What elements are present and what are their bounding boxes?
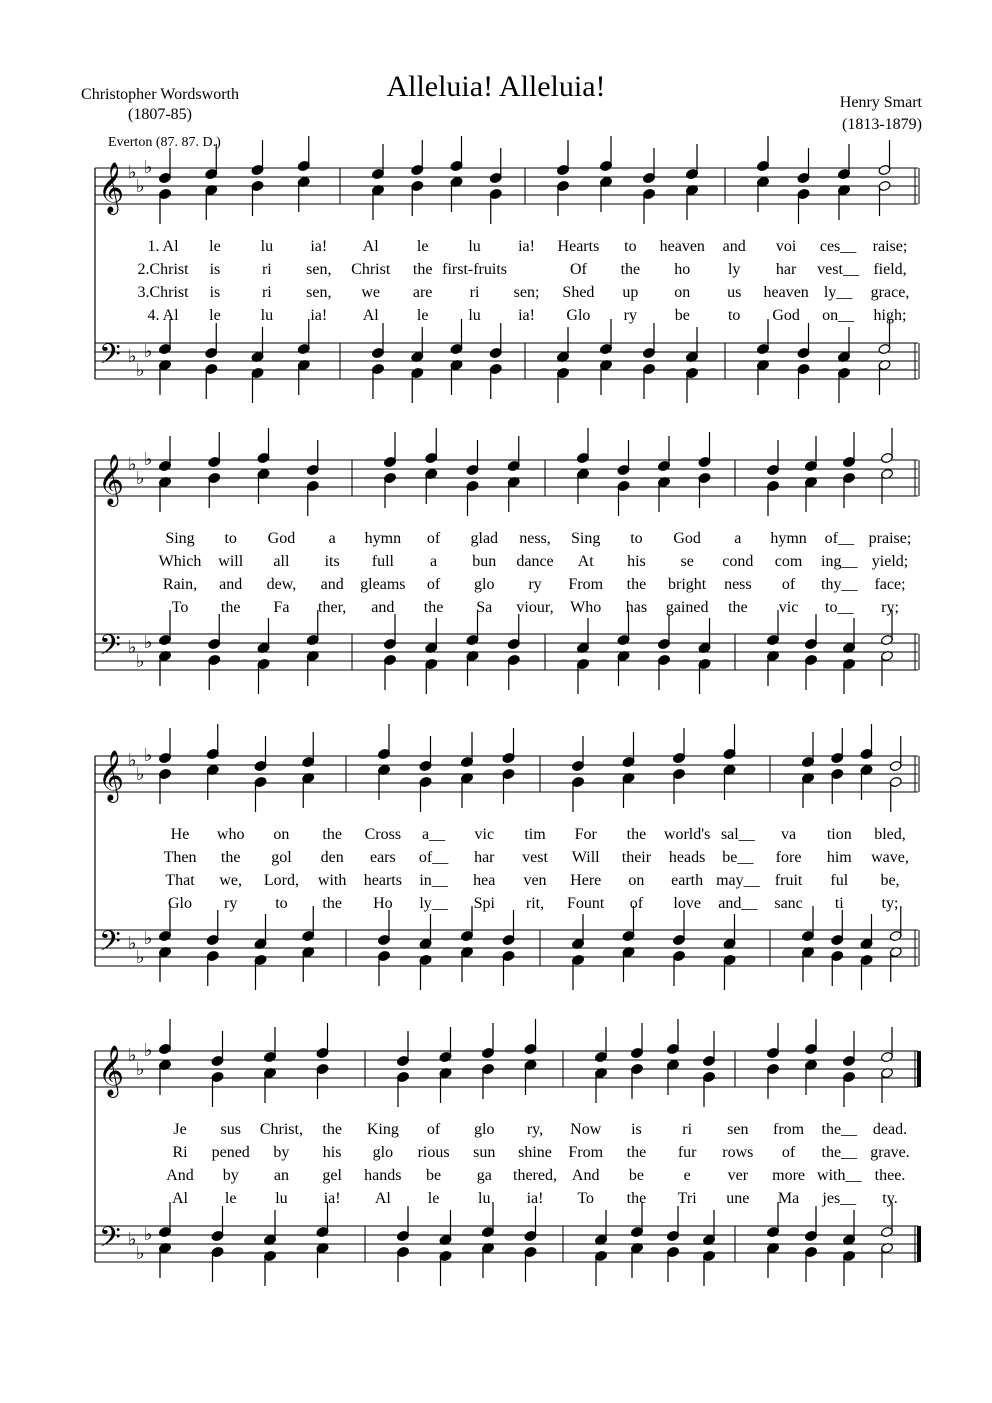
lyric-syllable: glo	[474, 1121, 495, 1138]
lyric-syllable: the	[322, 1121, 342, 1138]
lyric-syllable: ing__	[821, 553, 858, 570]
lyric-syllable: be,	[880, 872, 900, 889]
lyric-syllable: le	[209, 307, 221, 324]
lyric-syllable: first-fruits	[442, 261, 507, 278]
lyric-syllable: Tri	[677, 1190, 697, 1207]
flat-icon: ♭	[136, 1059, 145, 1080]
lyric-syllable: heaven	[659, 238, 705, 255]
lyric-syllable: the	[322, 826, 342, 843]
lyric-syllable: by	[273, 1144, 290, 1161]
lyric-syllable: Al	[362, 307, 379, 324]
lyric-syllable: To	[577, 1190, 595, 1207]
lyric-syllable: in__	[419, 872, 448, 889]
lyric-syllable: lu	[468, 238, 481, 255]
flat-icon: ♭	[144, 157, 153, 178]
lyric-syllable: on__	[822, 307, 855, 324]
lyric-syllable: le	[209, 238, 221, 255]
lyric-syllable: To	[171, 599, 189, 616]
lyric-syllable: of__	[824, 530, 854, 547]
lyric-syllable: ty.	[882, 1190, 898, 1207]
flat-icon: ♭	[136, 1243, 145, 1264]
lyric-syllable: full	[371, 553, 394, 570]
flat-icon: ♭	[136, 764, 145, 785]
lyric-syllable: sanc	[774, 895, 803, 912]
bass-clef-icon: 𝄢	[99, 925, 121, 965]
lyric-syllable: its	[324, 553, 340, 570]
lyric-syllable: ness	[724, 576, 752, 593]
lyric-syllable: ty;	[881, 895, 899, 912]
lyric-syllable: ia!	[310, 238, 328, 255]
lyric-syllable: with__	[817, 1167, 862, 1184]
flat-icon: ♭	[144, 1040, 153, 1061]
flat-icon: ♭	[128, 1045, 137, 1066]
lyric-syllable: hymn	[770, 530, 807, 547]
treble-clef-icon: 𝄞	[98, 1045, 125, 1096]
lyric-syllable: of	[629, 895, 644, 912]
lyric-syllable: ears	[369, 849, 396, 866]
lyric-syllable: face;	[874, 576, 906, 593]
lyric-syllable: ry;	[881, 599, 899, 616]
lyric-syllable: field,	[873, 261, 907, 278]
lyric-syllable: e	[683, 1167, 691, 1184]
lyric-syllable: bright	[668, 576, 707, 593]
lyric-syllable: Here	[570, 872, 602, 889]
lyric-syllable: ly__	[823, 284, 853, 301]
lyric-syllable: praise;	[868, 530, 912, 547]
lyric-syllable: a__	[422, 826, 446, 843]
lyric-syllable: Of	[569, 261, 587, 278]
lyric-syllable: Who	[570, 599, 602, 616]
lyric-syllable: the	[626, 1144, 647, 1161]
lyric-syllable: all	[273, 553, 290, 570]
flat-icon: ♭	[128, 162, 137, 183]
flat-icon: ♭	[128, 933, 137, 954]
lyric-syllable: jes__	[822, 1190, 857, 1207]
lyric-syllable: on	[628, 872, 645, 889]
lyric-syllable: fur	[677, 1144, 697, 1161]
flat-icon: ♭	[144, 928, 153, 949]
lyric-syllable: the__	[821, 1144, 858, 1161]
lyric-syllable: At	[577, 553, 594, 570]
lyric-syllable: of	[426, 530, 441, 547]
lyric-syllable: of	[426, 1121, 441, 1138]
tune-label: Everton (87. 87. D.)	[108, 135, 221, 150]
lyric-syllable: ful	[830, 872, 849, 889]
lyric-syllable: and	[371, 599, 395, 616]
lyric-syllable: of	[781, 576, 796, 593]
lyric-syllable: of__	[418, 849, 449, 866]
lyric-syllable: ia!	[323, 1190, 341, 1207]
lyric-syllable: him	[826, 849, 852, 866]
lyric-syllable: rious	[417, 1144, 450, 1161]
author-years: (1807-85)	[128, 106, 192, 123]
lyric-syllable: may__	[716, 872, 760, 889]
lyric-syllable: ry	[623, 307, 638, 324]
lyric-syllable: ness,	[519, 530, 551, 547]
lyric-syllable: shine	[518, 1144, 552, 1161]
lyric-syllable: 4. Al	[147, 307, 179, 324]
lyric-syllable: Then	[163, 849, 197, 866]
lyric-syllable: ia!	[518, 307, 535, 324]
lyric-syllable: 2.Christ	[137, 261, 189, 278]
lyric-syllable: and__	[718, 895, 758, 912]
flat-icon: ♭	[136, 176, 145, 197]
lyric-syllable: And	[571, 1167, 600, 1184]
lyric-syllable: be	[628, 1167, 644, 1184]
lyric-syllable: Al	[362, 238, 379, 255]
lyric-syllable: up	[622, 284, 639, 301]
lyric-syllable: ly__	[419, 895, 448, 912]
lyric-syllable: har	[775, 261, 797, 278]
lyric-syllable: rows	[722, 1144, 754, 1161]
lyric-syllable: a	[430, 553, 438, 570]
lyric-syllable: gol	[271, 849, 292, 866]
lyric-syllable: lu	[275, 1190, 288, 1207]
lyric-syllable: rit,	[525, 895, 545, 912]
lyric-syllable: dance	[516, 553, 554, 570]
lyric-syllable: Fount	[567, 895, 605, 912]
composer-years: (1813-1879)	[842, 116, 922, 133]
lyric-syllable: will	[218, 553, 244, 570]
lyric-syllable: ry,	[526, 1121, 544, 1138]
lyric-syllable: Now	[570, 1121, 602, 1138]
lyric-syllable: on	[273, 826, 290, 843]
lyric-syllable: den	[320, 849, 344, 866]
bass-clef-icon: 𝄢	[99, 1221, 121, 1261]
lyric-syllable: ri	[261, 284, 272, 301]
lyric-syllable: Spi	[473, 895, 495, 912]
lyric-syllable: is	[631, 1121, 642, 1138]
lyric-syllable: lu	[478, 1190, 491, 1207]
lyric-syllable: God	[267, 530, 296, 547]
lyric-syllable: pened	[211, 1144, 250, 1161]
lyric-syllable: the	[620, 261, 641, 278]
lyric-syllable: ces__	[819, 238, 857, 255]
lyric-syllable: glo	[372, 1144, 394, 1161]
lyric-syllable: dead.	[872, 1121, 908, 1138]
flat-icon: ♭	[136, 360, 145, 381]
lyric-syllable: the	[626, 1190, 647, 1207]
lyric-syllable: sen	[727, 1121, 749, 1138]
lyric-syllable: ver	[727, 1167, 749, 1184]
lyric-syllable: on	[674, 284, 691, 301]
lyric-syllable: bled,	[874, 826, 906, 843]
lyric-syllable: King	[366, 1121, 399, 1138]
lyric-syllable: ri	[261, 261, 272, 278]
lyric-syllable: the	[626, 576, 647, 593]
lyric-syllable: glo	[474, 576, 495, 593]
flat-icon: ♭	[144, 632, 153, 653]
lyric-syllable: Which	[158, 553, 202, 570]
lyric-syllable: glad	[470, 530, 499, 547]
lyric-syllable: a	[328, 530, 336, 547]
flat-icon: ♭	[128, 346, 137, 367]
lyric-syllable: har	[474, 849, 495, 866]
lyric-syllable: world's	[663, 826, 711, 843]
lyric-syllable: le	[427, 1190, 440, 1207]
lyric-syllable: Glo	[168, 895, 192, 912]
lyric-syllable: sen,	[306, 261, 332, 278]
lyric-syllable: viour,	[516, 599, 554, 616]
lyric-syllable: the	[626, 826, 647, 843]
lyric-syllable: hands	[364, 1167, 402, 1184]
lyric-syllable: the	[412, 261, 433, 278]
lyric-syllable: ti	[834, 895, 844, 912]
lyric-syllable: ga	[476, 1167, 492, 1184]
lyric-syllable: his	[627, 553, 646, 570]
lyric-syllable: ri	[469, 284, 480, 301]
lyric-syllable: va	[781, 826, 797, 843]
lyric-syllable: we,	[219, 872, 243, 889]
lyric-syllable: God	[673, 530, 701, 547]
lyric-syllable: com	[774, 553, 803, 570]
lyric-syllable: Al	[172, 1190, 188, 1207]
lyric-syllable: ia!	[310, 307, 328, 324]
lyric-syllable: from	[773, 1121, 805, 1138]
lyric-syllable: to	[275, 895, 288, 912]
flat-icon: ♭	[144, 449, 153, 470]
lyric-syllable: hymn	[364, 530, 402, 547]
lyric-syllable: a	[734, 530, 742, 547]
lyric-syllable: has	[625, 599, 648, 616]
lyric-syllable: hearts	[363, 872, 402, 889]
lyric-syllable: heaven	[763, 284, 809, 301]
lyric-syllable: vic	[778, 599, 799, 616]
lyric-syllable: Glo	[566, 307, 591, 324]
lyric-syllable: thy__	[821, 576, 858, 593]
lyric-syllable: Rain,	[162, 576, 198, 593]
lyric-syllable: fore	[775, 849, 802, 866]
lyric-syllable: bun	[472, 553, 497, 570]
lyric-syllable: fruit	[774, 872, 803, 889]
lyric-syllable: heads	[668, 849, 706, 866]
lyric-syllable: That	[165, 872, 195, 889]
lyric-syllable: love	[673, 895, 701, 912]
lyric-syllable: ho	[674, 261, 691, 278]
lyric-syllable: yield;	[871, 553, 909, 570]
lyric-syllable: lu	[260, 238, 274, 255]
lyric-syllable: raise;	[872, 238, 908, 255]
lyric-syllable: From	[568, 1144, 604, 1161]
lyric-syllable: is	[209, 261, 221, 278]
lyric-syllable: Ri	[172, 1144, 188, 1161]
lyric-syllable: to__	[825, 599, 854, 616]
lyric-syllable: He	[170, 826, 190, 843]
lyric-syllable: Sa	[476, 599, 493, 616]
lyric-syllable: vest	[522, 849, 548, 866]
flat-icon: ♭	[136, 468, 145, 489]
lyric-syllable: to	[624, 238, 637, 255]
lyric-syllable: Sing	[571, 530, 601, 547]
flat-icon: ♭	[128, 637, 137, 658]
lyric-syllable: lu	[468, 307, 481, 324]
lyric-syllable: who	[216, 826, 245, 843]
lyric-syllable: Christ,	[259, 1121, 303, 1138]
lyric-syllable: ia!	[518, 238, 535, 255]
lyric-syllable: 1. Al	[147, 238, 179, 255]
lyric-syllable: more	[772, 1167, 805, 1184]
lyric-syllable: an	[273, 1167, 289, 1184]
lyric-syllable: thered,	[513, 1167, 557, 1184]
lyric-syllable: vic	[474, 826, 495, 843]
flat-icon: ♭	[128, 750, 137, 771]
lyric-syllable: gained	[665, 599, 709, 616]
lyric-syllable: ther,	[318, 599, 347, 616]
lyric-syllable: is	[209, 284, 221, 301]
author-name: Christopher Wordsworth	[81, 86, 239, 103]
lyric-syllable: grace,	[870, 284, 910, 301]
flat-icon: ♭	[144, 1224, 153, 1245]
lyric-syllable: Shed	[562, 284, 595, 301]
lyric-syllable: wave,	[871, 849, 909, 866]
lyric-syllable: Sing	[165, 530, 195, 547]
lyric-syllable: are	[412, 284, 433, 301]
lyric-syllable: we	[361, 284, 381, 301]
lyric-syllable: of	[426, 576, 441, 593]
lyric-syllable: ia!	[526, 1190, 544, 1207]
lyric-syllable: gel	[322, 1167, 342, 1184]
lyric-syllable: and	[219, 576, 243, 593]
lyric-syllable: ri	[682, 1121, 693, 1138]
lyric-syllable: hea	[473, 872, 496, 889]
lyric-syllable: high;	[873, 307, 907, 324]
lyric-syllable: Cross	[364, 826, 402, 843]
lyric-syllable: Hearts	[557, 238, 600, 255]
lyric-syllable: be__	[722, 849, 754, 866]
lyric-syllable: sen,	[306, 284, 332, 301]
lyric-syllable: to	[727, 307, 741, 324]
lyric-syllable: by	[222, 1167, 239, 1184]
lyric-syllable: Fa	[273, 599, 290, 616]
lyric-syllable: gleams	[360, 576, 406, 593]
lyric-syllable: the	[322, 895, 342, 912]
lyric-syllable: le	[416, 307, 429, 324]
lyric-syllable: us	[727, 284, 742, 301]
lyric-syllable: grave.	[870, 1144, 910, 1161]
treble-clef-icon: 𝄞	[98, 750, 125, 801]
lyric-syllable: vest__	[817, 261, 859, 278]
lyric-syllable: ry	[528, 576, 542, 593]
lyric-syllable: tim	[524, 826, 546, 843]
flat-icon: ♭	[136, 651, 145, 672]
lyric-syllable: ry	[224, 895, 238, 912]
lyric-syllable: From	[568, 576, 604, 593]
bass-clef-icon: 𝄢	[99, 338, 121, 378]
flat-icon: ♭	[144, 745, 153, 766]
lyric-syllable: be	[426, 1167, 442, 1184]
lyric-syllable: to	[630, 530, 643, 547]
lyric-syllable: God	[772, 307, 800, 324]
bass-clef-icon: 𝄢	[99, 629, 121, 669]
lyric-syllable: Will	[571, 849, 600, 866]
lyric-syllable: Ma	[777, 1190, 800, 1207]
lyric-syllable: the	[220, 849, 241, 866]
lyric-syllable: cond	[722, 553, 754, 570]
lyric-syllable: Al	[374, 1190, 391, 1207]
lyric-syllable: to	[224, 530, 237, 547]
flat-icon: ♭	[144, 341, 153, 362]
lyric-syllable: voi	[775, 238, 797, 255]
lyric-syllable: lu	[260, 307, 274, 324]
treble-clef-icon: 𝄞	[98, 454, 125, 505]
lyric-syllable: se	[680, 553, 694, 570]
lyric-syllable: with	[317, 872, 347, 889]
lyric-syllable: their	[621, 849, 652, 866]
lyric-syllable: une	[726, 1190, 750, 1207]
lyric-syllable: For	[574, 826, 597, 843]
lyric-syllable: Je	[173, 1121, 187, 1138]
lyric-syllable: sun	[473, 1144, 496, 1161]
lyric-syllable: thee.	[874, 1167, 906, 1184]
lyric-syllable: the__	[821, 1121, 858, 1138]
lyric-syllable: sus	[220, 1121, 241, 1138]
hymn-title: Alleluia! Alleluia!	[386, 70, 606, 103]
lyric-syllable: his	[322, 1144, 342, 1161]
lyric-syllable: sal__	[720, 826, 755, 843]
lyric-syllable: Christ	[351, 261, 391, 278]
flat-icon: ♭	[136, 947, 145, 968]
lyric-syllable: and	[722, 238, 746, 255]
lyric-syllable: dew,	[266, 576, 297, 593]
lyric-syllable: le	[224, 1190, 237, 1207]
lyric-syllable: ven	[523, 872, 547, 889]
flat-icon: ♭	[128, 1229, 137, 1250]
treble-clef-icon: 𝄞	[98, 162, 125, 213]
lyric-syllable: the	[220, 599, 241, 616]
lyric-syllable: le	[416, 238, 429, 255]
lyric-syllable: sen;	[513, 284, 540, 301]
lyric-syllable: Lord,	[263, 872, 299, 889]
lyric-syllable: and	[320, 576, 344, 593]
composer-name: Henry Smart	[839, 94, 922, 111]
lyric-syllable: tion	[826, 826, 852, 843]
lyric-syllable: earth	[671, 872, 704, 889]
lyric-syllable: ly	[727, 261, 741, 278]
lyric-syllable: the	[423, 599, 444, 616]
lyric-syllable: Ho	[373, 895, 393, 912]
lyric-syllable: 3.Christ	[137, 284, 189, 301]
lyric-syllable: And	[166, 1167, 194, 1184]
flat-icon: ♭	[128, 454, 137, 475]
lyric-syllable: of	[781, 1144, 796, 1161]
lyric-syllable: be	[674, 307, 690, 324]
lyric-syllable: the	[728, 599, 748, 616]
